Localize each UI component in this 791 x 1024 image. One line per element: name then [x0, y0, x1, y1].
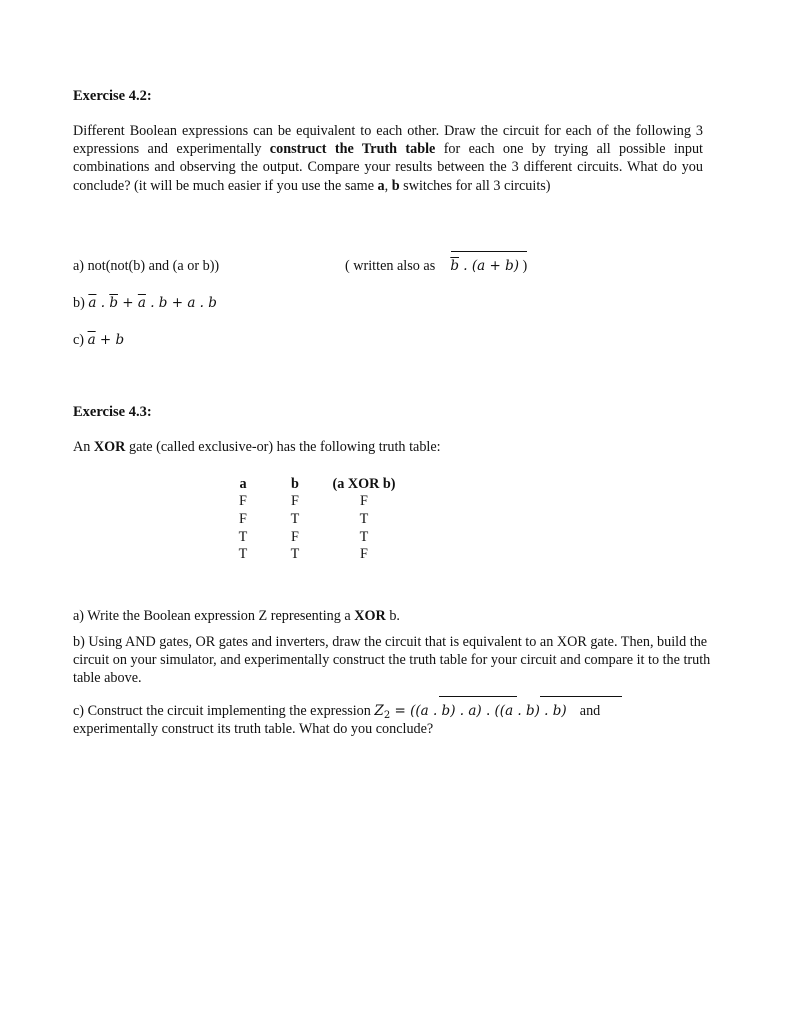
question-c-line-2: experimentally construct its truth table. What do you conclude?: [73, 721, 434, 737]
overline-term-1: [439, 696, 517, 697]
table-cell: F: [291, 529, 299, 545]
table-cell: F: [239, 493, 247, 509]
paragraph-comma: ,: [384, 177, 392, 194]
not-b: $\overline{b}$: [109, 295, 118, 311]
not-a: $\overline{a}$: [88, 295, 97, 311]
question-text: and: [579, 703, 601, 719]
exercise-4-3-heading: Exercise 4.3:: [73, 404, 152, 420]
written-expression: [450, 258, 519, 274]
table-cell: F: [360, 493, 368, 509]
expr-rest: . (a + b): [458, 258, 519, 274]
expr-part: .: [96, 295, 110, 311]
paragraph-text: switches for all 3 circuits): [399, 177, 551, 194]
table-cell: F: [360, 546, 368, 562]
question-a: [73, 608, 400, 625]
expr-part: +: [117, 295, 138, 311]
paragraph-text: for each one by trying all possible input combinations and observing the output. Compare your results between the 3 different circuits. What do you conclude? (it will be much easier if you use the same: [73, 141, 703, 194]
expr-part: + b: [95, 332, 125, 348]
z-symbol: Z: [374, 703, 384, 719]
table-cell: F: [291, 493, 299, 509]
question-bold: XOR: [354, 608, 386, 624]
question-b: b) Using AND gates, OR gates and inverters, draw the circuit that is equivalent to an XOR gate. Then, build the circuit on your simulator, and experimentally construct the truth table for your circuit and compare it to the truth table above.: [73, 634, 711, 687]
expr-part: . b + a . b: [145, 295, 217, 311]
xor-intro: [73, 439, 441, 456]
table-cell: T: [290, 546, 300, 562]
z2-expression: [374, 703, 566, 719]
paragraph-text: Different Boolean expressions can be equivalent to each other. Draw the circuit for each of the following 3 expressions and experimentally: [73, 123, 703, 158]
table-header-b: b: [291, 476, 299, 492]
item-b-label: b): [73, 295, 85, 311]
equals-sign: =: [390, 703, 411, 719]
exercise-4-2-paragraph: [73, 122, 703, 195]
exercise-4-2-heading: Exercise 4.2:: [73, 88, 152, 104]
table-header-xor: (a XOR b): [332, 476, 396, 492]
table-cell: T: [238, 529, 248, 545]
not-b: $\overline{b}$: [450, 258, 459, 274]
written-suffix: ): [522, 258, 528, 274]
bold-a: a: [377, 177, 385, 194]
written-prefix: ( written also as: [345, 258, 436, 274]
overline-term-2: [540, 696, 622, 697]
paragraph-bold-text: construct the Truth table: [269, 141, 436, 158]
item-a: a) not(not(b) and (a or b)): [73, 258, 220, 274]
item-b-expression: [88, 295, 217, 311]
table-header-a: a: [239, 476, 247, 492]
not-a: $\overline{a}$: [137, 295, 146, 311]
question-text: a) Write the Boolean expression Z representing a: [73, 608, 355, 624]
table-cell: T: [359, 529, 369, 545]
question-text: c) Construct the circuit implementing the expression: [73, 703, 371, 719]
table-cell: T: [290, 511, 300, 527]
term-1: ((a . b) . a): [410, 703, 482, 719]
item-b: [73, 295, 217, 312]
table-cell: T: [238, 546, 248, 562]
item-c: [73, 332, 124, 349]
item-c-label: c): [73, 332, 85, 348]
intro-bold: XOR: [93, 439, 126, 455]
term-2: ((a . b) . b): [494, 703, 567, 719]
item-c-expression: [88, 332, 125, 348]
written-also-as: [345, 258, 527, 275]
table-cell: F: [239, 511, 247, 527]
not-a: $\overline{a}$: [87, 332, 96, 348]
overline-bar: [451, 251, 527, 252]
and-dot: .: [481, 703, 495, 719]
question-c: [73, 703, 600, 721]
question-text: b.: [385, 608, 400, 624]
bold-b: b: [391, 177, 400, 194]
intro-text: gate (called exclusive-or) has the following truth table:: [125, 439, 441, 455]
intro-text: An: [73, 439, 94, 455]
z-subscript: 2: [383, 710, 391, 721]
table-cell: T: [359, 511, 369, 527]
